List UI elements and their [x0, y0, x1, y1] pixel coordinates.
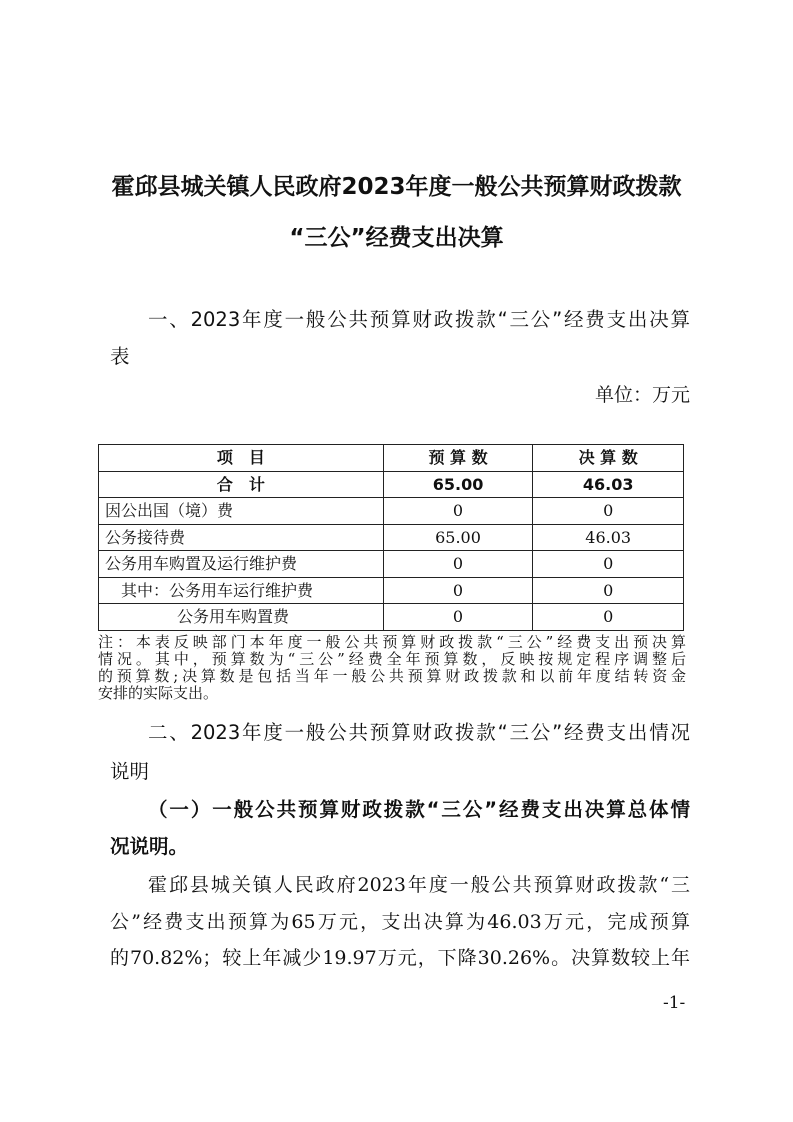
row-label: 公务接待费 — [99, 524, 384, 551]
total-budget: 65.00 — [383, 471, 533, 498]
header-final: 决 算 数 — [533, 445, 684, 472]
table-total-row — [99, 471, 684, 498]
row-final: 0 — [533, 577, 684, 604]
section2-heading-cont: 说明 — [110, 760, 150, 783]
paragraph-line: 公”经费支出预算为65万元，支出决算为46.03万元，完成预算 — [110, 911, 690, 933]
total-final: 46.03 — [533, 471, 684, 498]
table-row — [99, 498, 684, 525]
section1-heading-cont: 表 — [110, 345, 130, 368]
subsection1-heading: （一）一般公共预算财政拨款“三公”经费支出决算总体情 — [148, 798, 690, 821]
row-final: 0 — [533, 604, 684, 631]
paragraph-line: 霍邱县城关镇人民政府2023年度一般公共预算财政拨款“三 — [148, 874, 690, 896]
table-header-row — [99, 445, 684, 472]
header-budget: 预 算 数 — [383, 445, 533, 472]
document-title-line2: “三公”经费支出决算 — [289, 225, 504, 251]
document-title-line1: 霍邱县城关镇人民政府2023年度一般公共预算财政拨款 — [111, 174, 682, 200]
row-final: 46.03 — [533, 524, 684, 551]
row-budget: 0 — [383, 577, 533, 604]
row-label: 其中：公务用车运行维护费 — [99, 577, 384, 604]
table-row — [99, 524, 684, 551]
paragraph-line: 的70.82%；较上年减少19.97万元，下降30.26%。决算数较上年 — [110, 947, 690, 969]
table-row — [99, 551, 684, 578]
row-final: 0 — [533, 498, 684, 525]
section1-heading: 一、2023年度一般公共预算财政拨款“三公”经费支出决算 — [148, 308, 690, 331]
section2-heading: 二、2023年度一般公共预算财政拨款“三公”经费支出情况 — [148, 721, 690, 744]
row-budget: 65.00 — [383, 524, 533, 551]
table-note-line: 情况。其中，预算数为“三公”经费全年预算数，反映按规定程序调整后 — [98, 650, 686, 668]
row-budget: 0 — [383, 551, 533, 578]
row-label: 公务用车购置及运行维护费 — [99, 551, 384, 578]
table-note-line: 安排的实际支出。 — [98, 684, 219, 702]
row-final: 0 — [533, 551, 684, 578]
table-row — [99, 604, 684, 631]
page-number: -1- — [663, 993, 686, 1013]
unit-label: 单位：万元 — [594, 384, 690, 406]
row-label: 因公出国（境）费 — [99, 498, 384, 525]
subsection1-heading-cont: 况说明。 — [110, 835, 189, 858]
three-public-expense-table — [98, 444, 684, 631]
row-budget: 0 — [383, 604, 533, 631]
row-budget: 0 — [383, 498, 533, 525]
row-label: 公务用车购置费 — [99, 604, 384, 631]
table-note-line: 注：本表反映部门本年度一般公共预算财政拨款“三公”经费支出预决算 — [98, 633, 686, 651]
table-row — [99, 577, 684, 604]
total-label: 合 计 — [99, 471, 384, 498]
header-item: 项 目 — [99, 445, 384, 472]
table-note-line: 的预算数;决算数是包括当年一般公共预算财政拨款和以前年度结转资金 — [98, 667, 686, 685]
